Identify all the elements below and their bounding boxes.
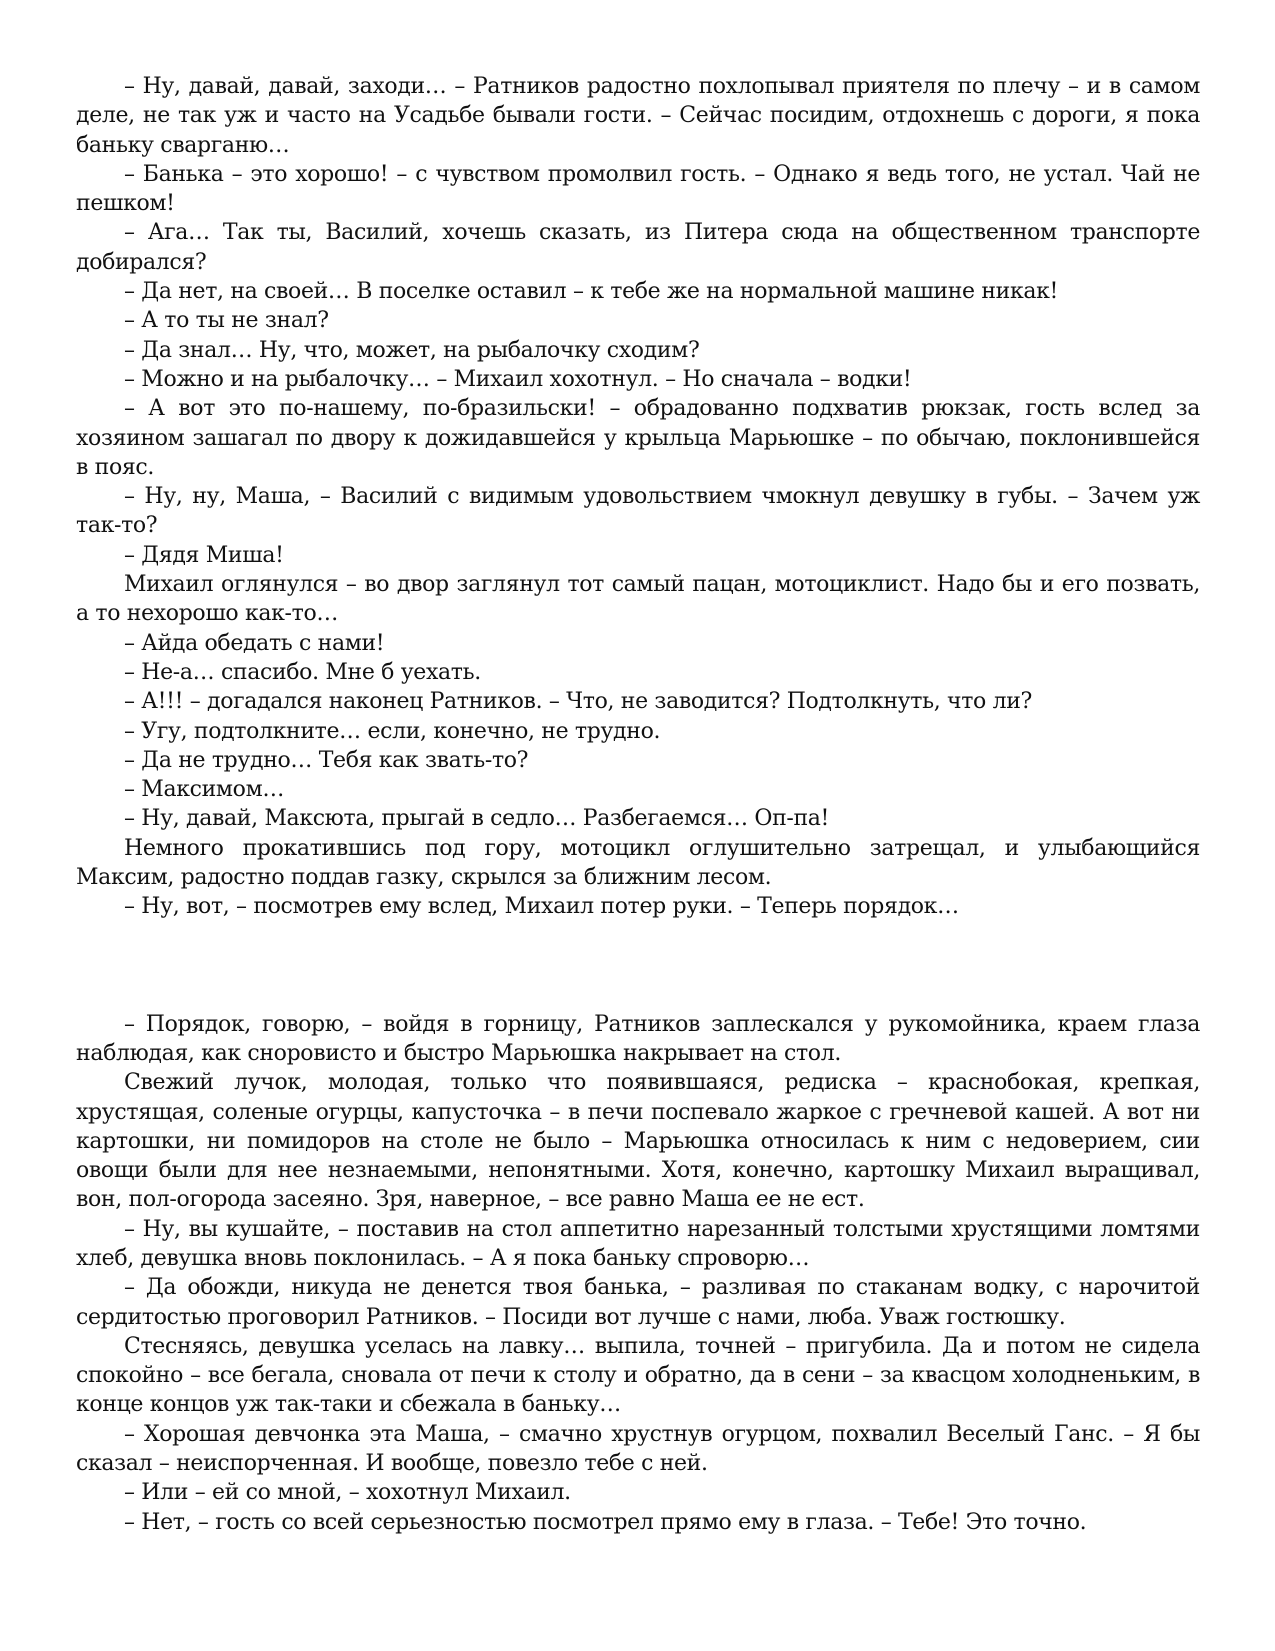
paragraph: Стесняясь, девушка уселась на лавку… выпила, точней – пригубила. Да и потом не сидела спокойно – все бегала, сновала от печи к столу и обратно, да в сени – за квасцом холодненьким, в конце концов уж так-таки и сбежала в баньку… <box>76 1333 1200 1418</box>
paragraph: – Не-а… спасибо. Мне б уехать. <box>124 659 481 685</box>
paragraph: – Можно и на рыбалочку… – Михаил хохотнул. – Но сначала – водки! <box>124 366 912 392</box>
paragraph: – А вот это по-нашему, по-бразильски! – обрадованно подхватив рюкзак, гость вслед за хозяином зашагал по двору к дожидавшейся у крыльца Марьюшке – по обычаю, поклонившейся в пояс. <box>76 396 1200 480</box>
paragraph: – Хорошая девчонка эта Маша, – смачно хрустнув огурцом, похвалил Веселый Ганс. – Я бы сказал – неиспорченная. И вообще, повезло тебе с ней. <box>76 1421 1200 1477</box>
page-body <box>76 72 1200 1537</box>
paragraph: – Ну, давай, Максюта, прыгай в седло… Разбегаемся… Оп-па! <box>124 806 830 832</box>
paragraph: Свежий лучок, молодая, только что появившаяся, редиска – краснобокая, крепкая, хрустящая, соленые огурцы, капусточка – в печи поспевало жаркое с гречневой кашей. А вот ни картошки, ни помидоров на столе не было – Марьюшка относилась к ним с недоверием, сии овощи были для нее незнаемыми, непонятными. Хотя, конечно, картошку Михаил выращивал, вон, пол-огорода засеяно. Зря, наверное, – все равно Маша ее не ест. <box>76 1070 1200 1213</box>
section-1 <box>76 72 1200 922</box>
paragraph: – Айда обедать с нами! <box>124 630 385 656</box>
paragraph: – Да обожди, никуда не денется твоя банька, – разливая по стаканам водку, с нарочитой сердитостью проговорил Ратников. – Посиди вот лучше с нами, люба. Уваж гостюшку. <box>76 1275 1200 1330</box>
paragraph: – Порядок, говорю, – войдя в горницу, Ратников заплескался у рукомойника, краем глаза наблюдая, как сноровисто и быстро Марьюшка накрывает на стол. <box>76 1011 1200 1066</box>
paragraph: – Ну, вы кушайте, – поставив на стол аппетитно нарезанный толстыми хрустящими ломтями хлеб, девушка вновь поклонилась. – А я пока баньку спроворю… <box>76 1216 1200 1271</box>
paragraph: – Угу, подтолкните… если, конечно, не трудно. <box>124 718 661 744</box>
section-2 <box>76 1010 1200 1537</box>
paragraph: – Банька – это хорошо! – с чувством промолвил гость. – Однако я ведь того, не устал. Чай не пешком! <box>76 161 1200 217</box>
paragraph: – Ага… Так ты, Василий, хочешь сказать, из Питера сюда на общественном транспорте добирался? <box>76 220 1200 275</box>
paragraph: – Ну, вот, – посмотрев ему вслед, Михаил потер руки. – Теперь порядок… <box>124 894 959 920</box>
section-break <box>76 922 1200 1010</box>
paragraph: – Ну, ну, Маша, – Василий с видимым удовольствием чмокнул девушку в губы. – Зачем уж так-то? <box>76 484 1200 539</box>
paragraph: – А то ты не знал? <box>124 308 329 334</box>
paragraph: – Да нет, на своей… В поселке оставил – к тебе же на нормальной машине никак! <box>124 279 1059 305</box>
paragraph: Михаил оглянулся – во двор заглянул тот самый пацан, мотоциклист. Надо бы и его позвать, а то нехорошо как-то… <box>76 572 1200 627</box>
paragraph: – Максимом… <box>124 777 284 803</box>
paragraph: – А!!! – догадался наконец Ратников. – Что, не заводится? Подтолкнуть, что ли? <box>124 689 1032 715</box>
paragraph: – Ну, давай, давай, заходи… – Ратников радостно похлопывал приятеля по плечу – и в самом деле, не так уж и часто на Усадьбе бывали гости. – Сейчас посидим, отдохнешь с дороги, я пока баньку сварганю… <box>76 74 1200 158</box>
paragraph: Немного прокатившись под гору, мотоцикл оглушительно затрещал, и улыбающийся Максим, радостно поддав газку, скрылся за ближним лесом. <box>76 835 1200 891</box>
paragraph: – Да не трудно… Тебя как звать-то? <box>124 747 529 773</box>
paragraph: – Да знал… Ну, что, может, на рыбалочку сходим? <box>124 337 700 363</box>
paragraph: – Дядя Миша! <box>124 542 284 568</box>
paragraph: – Или – ей со мной, – хохотнул Михаил. <box>124 1480 571 1506</box>
paragraph: – Нет, – гость со всей серьезностью посмотрел прямо ему в глаза. – Тебе! Это точно. <box>124 1509 1087 1535</box>
